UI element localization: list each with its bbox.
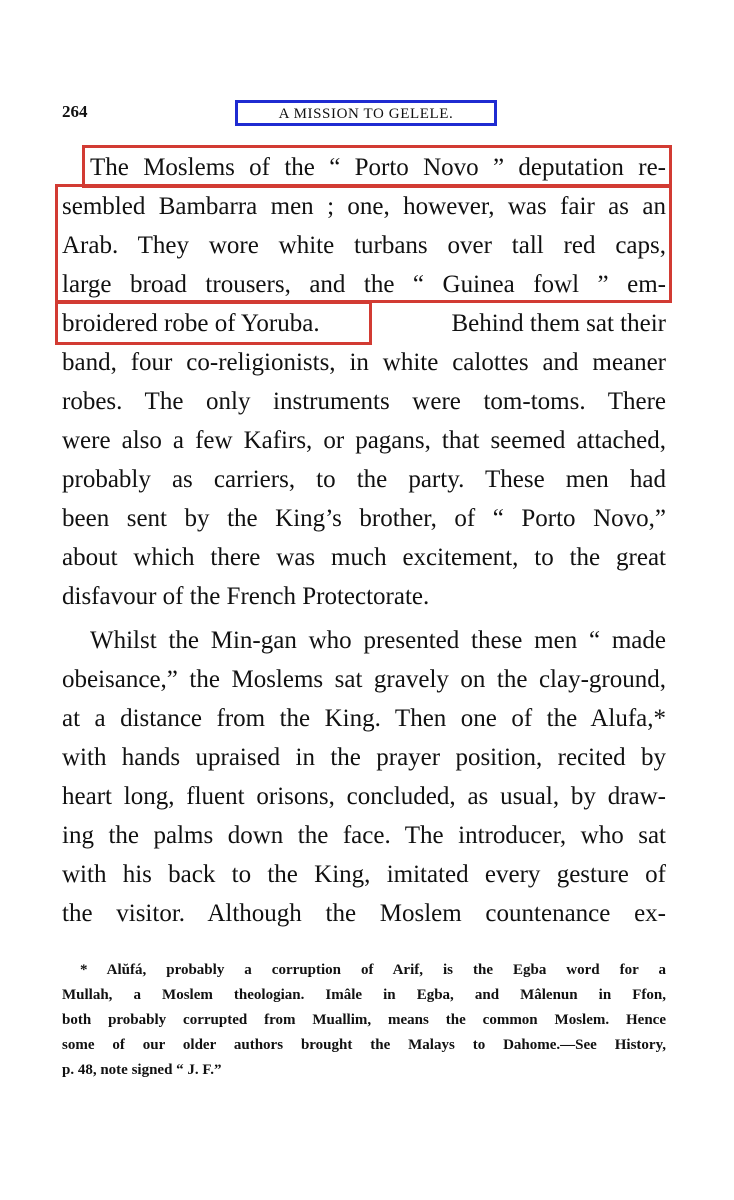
footnote-line: p. 48, note signed “ J. F.” — [62, 1062, 222, 1078]
text-line: band, four co-religionists, in white calottes and meaner — [62, 349, 666, 376]
text-line: Whilst the Min-gan who presented these men “ made — [90, 627, 666, 654]
text-line: obeisance,” the Moslems sat gravely on the clay-ground, — [62, 666, 666, 693]
page-header — [0, 100, 734, 132]
footnote-line: some of our older authors brought the Malays to Dahome.—See History, — [62, 1037, 666, 1053]
text-line: with his back to the King, imitated every gesture of — [62, 861, 666, 888]
text-line: The Moslems of the “ Porto Novo ” deputation re- — [90, 154, 666, 181]
page-number: 264 — [62, 102, 88, 121]
text-line: been sent by the King’s brother, of “ Porto Novo,” — [62, 505, 666, 532]
footnote-line: both probably corrupted from Muallim, means the common Moslem. Hence — [62, 1012, 666, 1028]
text-line: with hands upraised in the prayer position, recited by — [62, 744, 666, 771]
text-line: large broad trousers, and the “ Guinea fowl ” em- — [62, 271, 666, 298]
text-line: Arab. They wore white turbans over tall red caps, — [62, 232, 666, 259]
text-line: robes. The only instruments were tom-toms. There — [62, 388, 666, 415]
text-line: heart long, fluent orisons, concluded, as usual, by draw- — [62, 783, 666, 810]
text-line-split — [62, 304, 666, 344]
footnote-line: * Alŭfá, probably a corruption of Arif, is the Egba word for a — [80, 962, 666, 978]
text-line: disfavour of the French Protectorate. — [62, 583, 430, 610]
text-fragment: broidered robe of Yoruba. — [62, 310, 320, 337]
text-line: the visitor. Although the Moslem countenance ex- — [62, 900, 666, 927]
footnote-line: Mullah, a Moslem theologian. Imâle in Egba, and Mâlenun in Ffon, — [62, 987, 666, 1003]
text-line: about which there was much excitement, to the great — [62, 544, 666, 571]
running-title: A MISSION TO GELELE. — [235, 100, 497, 126]
text-line: sembled Bambarra men ; one, however, was fair as an — [62, 193, 666, 220]
text-line: at a distance from the King. Then one of the Alufa,* — [62, 705, 666, 732]
text-line: ing the palms down the face. The introducer, who sat — [62, 822, 666, 849]
text-line: probably as carriers, to the party. These men had — [62, 466, 666, 493]
text-line: were also a few Kafirs, or pagans, that seemed attached, — [62, 427, 666, 454]
text-fragment: Behind them sat their — [451, 310, 666, 337]
